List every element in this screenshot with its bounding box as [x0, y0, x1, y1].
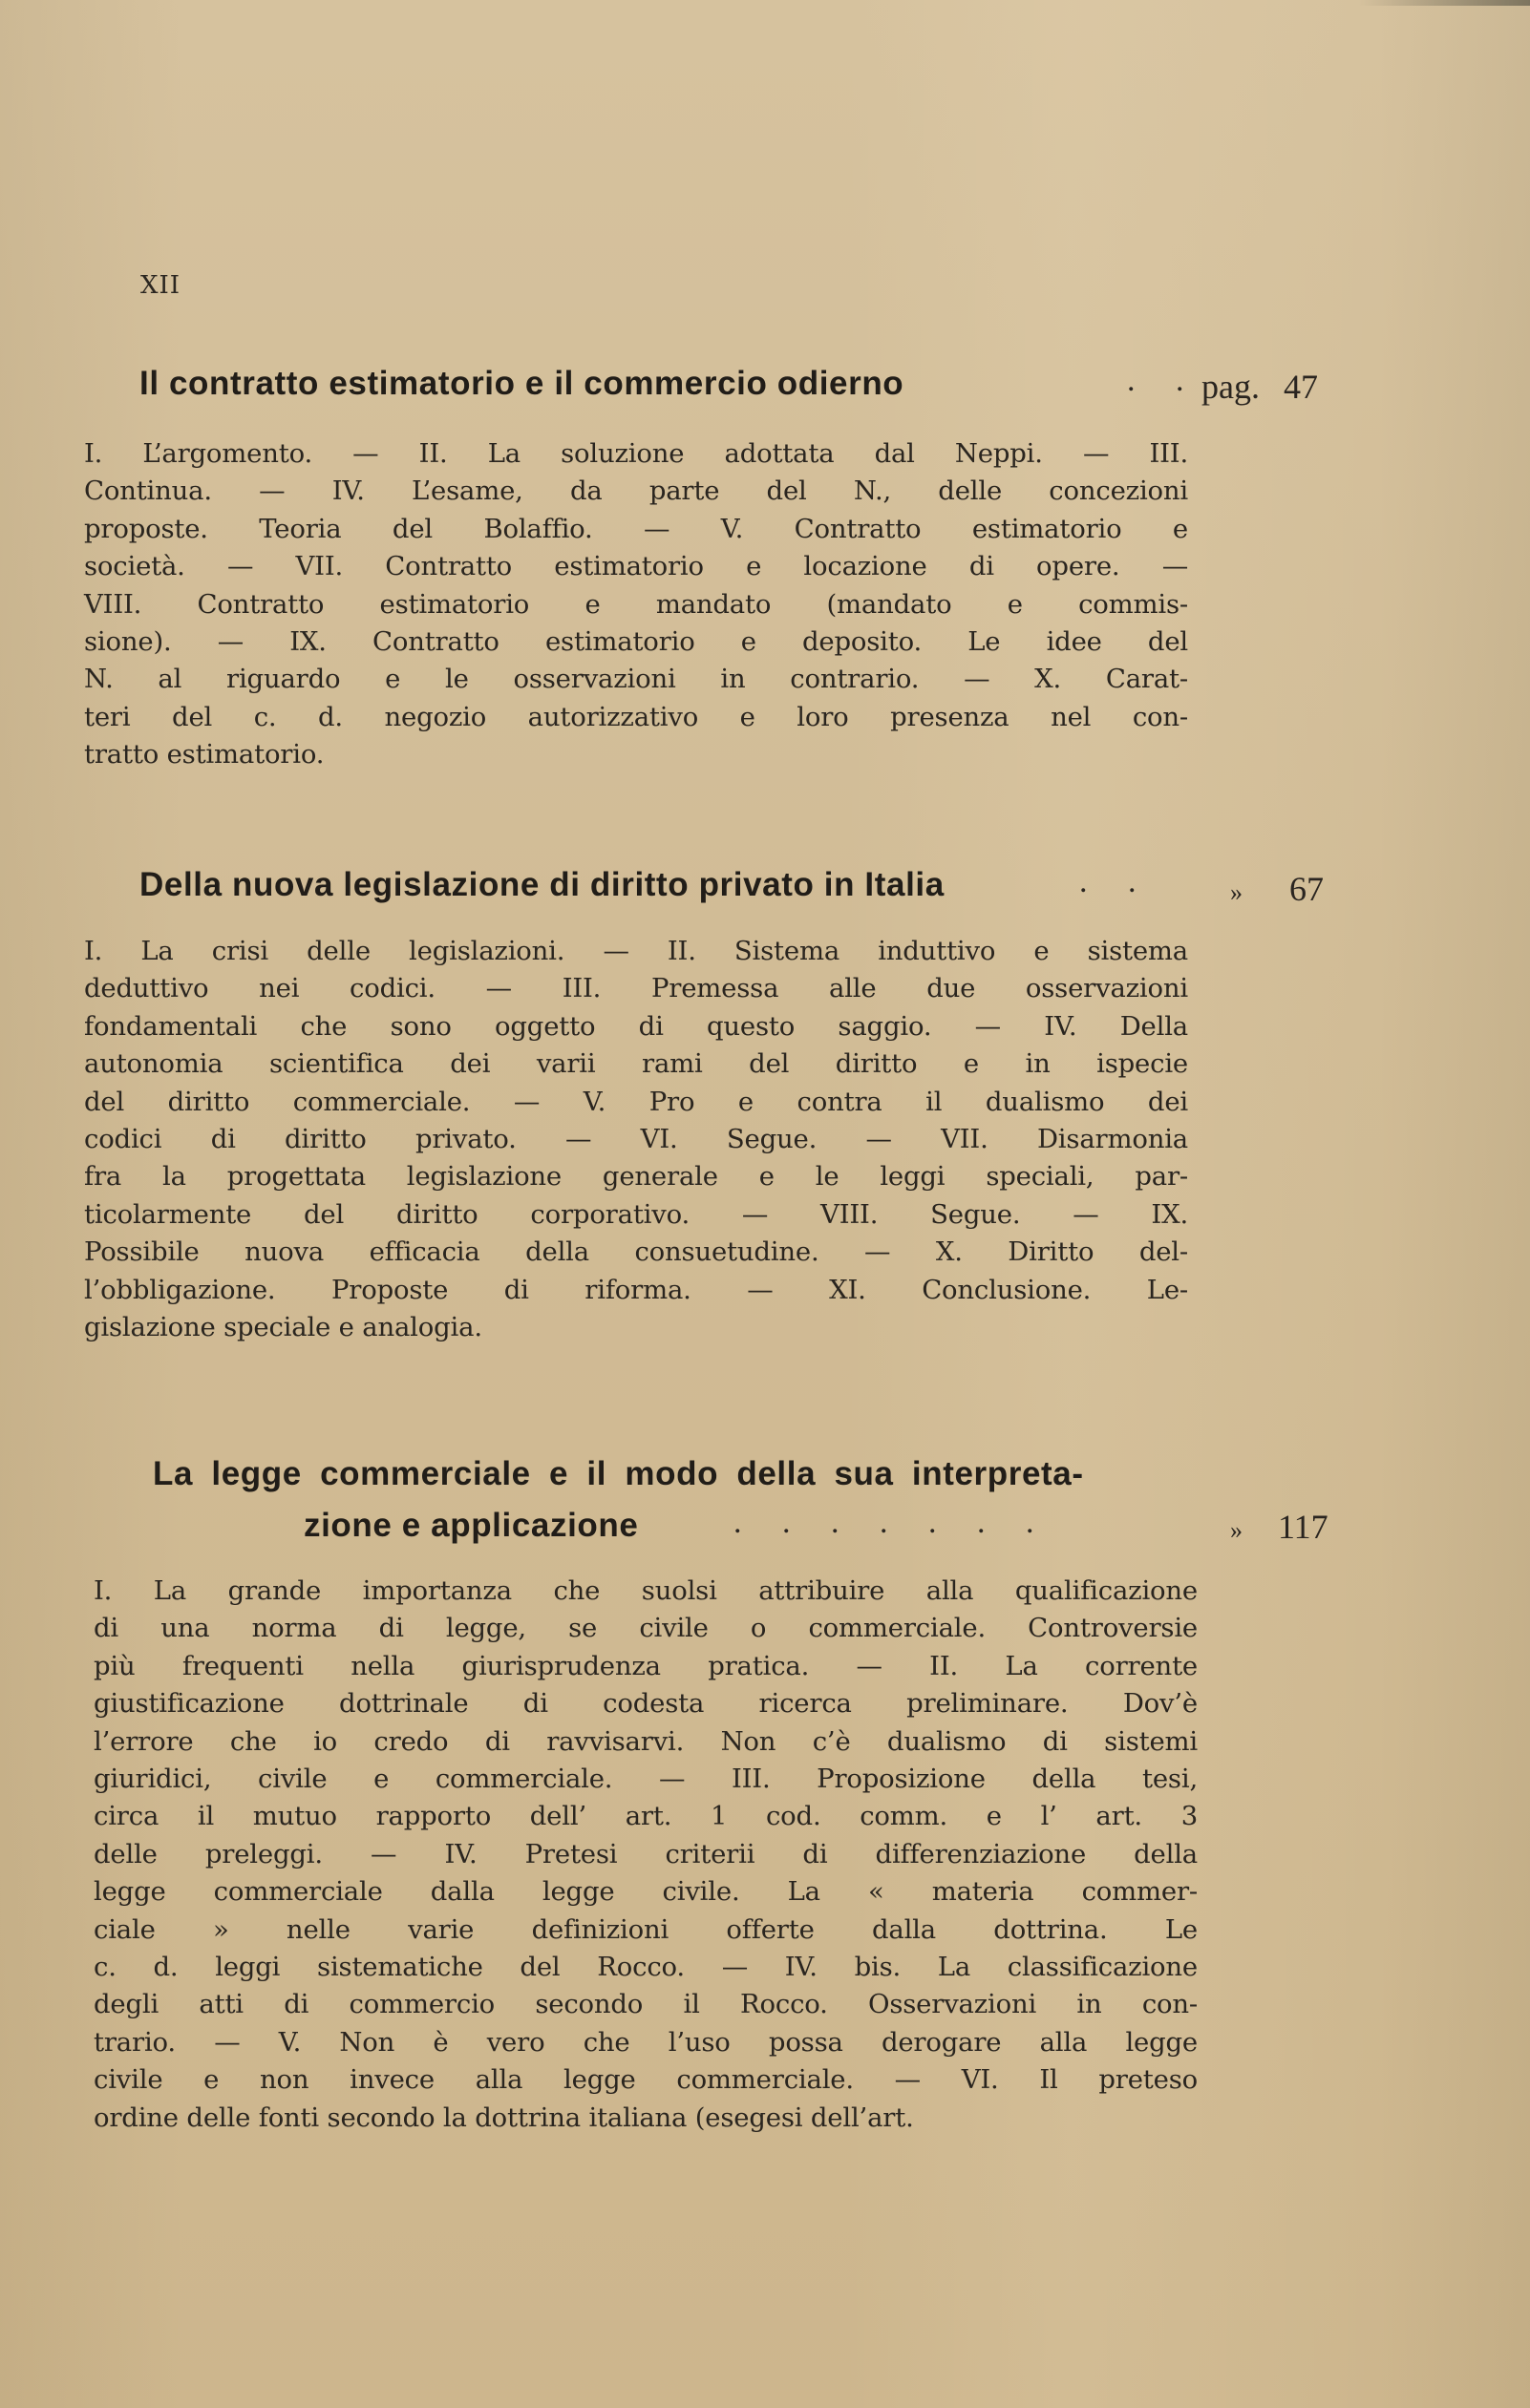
abstract-line: Possibile nuova efficacia della consuetudine. — X. Diritto del- [84, 1236, 1188, 1268]
abstract-line: c. d. leggi sistematiche del Rocco. — IV. bis. La classificazione [94, 1952, 1198, 1983]
dot-leader: . . [1079, 864, 1137, 899]
abstract-line: fondamentali che sono oggetto di questo saggio. — IV. Della [84, 1010, 1188, 1042]
entry-abstract [94, 1573, 1198, 2137]
entry-abstract [84, 933, 1188, 1346]
abstract-line: deduttivo nei codici. — III. Premessa alle due osservazioni [84, 973, 1188, 1004]
page-ref-prefix: » [1230, 1516, 1243, 1544]
abstract-line: N. al riguardo e le osservazioni in contrario. — X. Carat- [84, 664, 1188, 695]
abstract-line: teri del c. d. negozio autorizzativo e loro presenza nel con- [84, 701, 1188, 732]
entry-title: Della nuova legislazione di diritto privato in Italia [139, 866, 945, 903]
abstract-line: degli atti di commercio secondo il Rocco. Osservazioni in con- [94, 1989, 1198, 2020]
abstract-line: codici di diritto privato. — VI. Segue. — VII. Disarmonia [84, 1124, 1188, 1155]
dot-leader: . . [1127, 363, 1184, 398]
page-reference [1201, 367, 1318, 407]
abstract-line: I. La crisi delle legislazioni. — II. Sistema induttivo e sistema [84, 936, 1188, 966]
abstract-line: giustificazione dottrinale di codesta ricerca preliminare. Dov’è [94, 1688, 1198, 1720]
entry-title-line-2: zione e applicazione [304, 1507, 639, 1544]
page-reference [1230, 869, 1324, 909]
entry-title: Il contratto estimatorio e il commercio odierno [139, 365, 904, 402]
abstract-line: ordine delle fonti secondo la dottrina italiana (esegesi dell’art. [94, 2102, 914, 2133]
abstract-line: trario. — V. Non è vero che l’uso possa derogare alla legge [94, 2026, 1198, 2058]
abstract-line: l’obbligazione. Proposte di riforma. — XI. Conclusione. Le- [84, 1274, 1188, 1305]
page-ref-number: 67 [1289, 870, 1324, 908]
abstract-line: gislazione speciale e analogia. [84, 1312, 482, 1343]
page-ref-number: 117 [1278, 1508, 1328, 1546]
scan-edge-shadow [1358, 0, 1530, 6]
abstract-line: di una norma di legge, se civile o commerciale. Controversie [94, 1613, 1198, 1644]
page-ref-prefix: » [1230, 878, 1243, 906]
abstract-line: Continua. — IV. L’esame, da parte del N., delle concezioni [84, 475, 1188, 507]
abstract-line: proposte. Teoria del Bolaffio. — V. Contratto estimatorio e [84, 513, 1188, 544]
abstract-line: sione). — IX. Contratto estimatorio e deposito. Le idee del [84, 626, 1188, 658]
abstract-line: società. — VII. Contratto estimatorio e locazione di opere. — [84, 551, 1188, 582]
abstract-line: fra la progettata legislazione generale e le leggi speciali, par- [84, 1161, 1188, 1193]
abstract-line: autonomia scientifica dei varii rami del diritto e in ispecie [84, 1048, 1188, 1080]
page-ref-prefix: pag. [1201, 368, 1260, 406]
entry-title-line-1: La legge commerciale e il modo della sua interpreta- [153, 1455, 1084, 1492]
abstract-line: circa il mutuo rapporto dell’ art. 1 cod. comm. e l’ art. 3 [94, 1801, 1198, 1832]
abstract-line: VIII. Contratto estimatorio e mandato (mandato e commis- [84, 588, 1188, 620]
abstract-line: legge commerciale dalla legge civile. La « materia commer- [94, 1876, 1198, 1908]
abstract-line: più frequenti nella giurisprudenza pratica. — II. La corrente [94, 1650, 1198, 1681]
abstract-line: ciale » nelle varie definizioni offerte dalla dottrina. Le [94, 1913, 1198, 1945]
abstract-line: tratto estimatorio. [84, 739, 325, 771]
abstract-line: ticolarmente del diritto corporativo. — VIII. Segue. — IX. [84, 1198, 1188, 1230]
abstract-line: civile e non invece alla legge commerciale. — VI. Il preteso [94, 2064, 1198, 2096]
entry-abstract [84, 435, 1188, 774]
abstract-line: giuridici, civile e commerciale. — III. Proposizione della tesi, [94, 1764, 1198, 1795]
abstract-line: delle preleggi. — IV. Pretesi criterii di differenziazione della [94, 1838, 1198, 1869]
abstract-line: del diritto commerciale. — V. Pro e contra il dualismo dei [84, 1086, 1188, 1117]
abstract-line: I. L’argomento. — II. La soluzione adottata dal Neppi. — III. [84, 438, 1188, 469]
page-ref-number: 47 [1283, 368, 1318, 406]
page-number-roman: XII [140, 271, 181, 300]
page-reference [1230, 1507, 1328, 1547]
dot-leader: . . . . . . . [733, 1505, 1034, 1540]
abstract-line: l’errore che io credo di ravvisarvi. Non c’è dualismo di sistemi [94, 1725, 1198, 1757]
abstract-line: I. La grande importanza che suolsi attribuire alla qualificazione [94, 1575, 1198, 1606]
